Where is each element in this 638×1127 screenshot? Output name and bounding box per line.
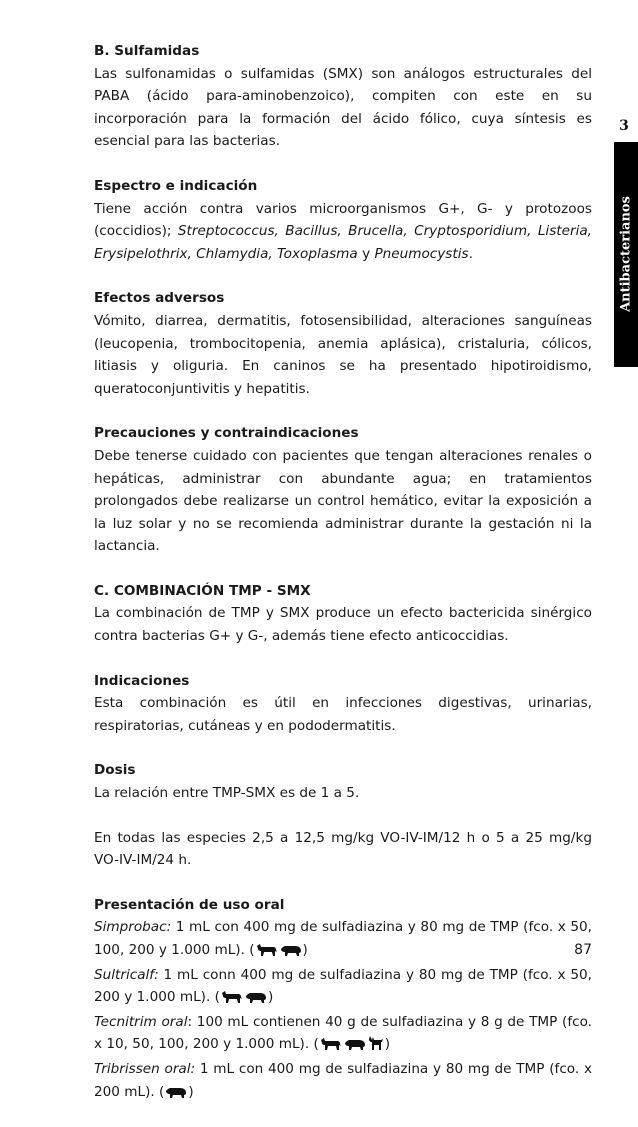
closing-paren: ): [302, 942, 308, 958]
pig-icon: [245, 988, 267, 1011]
section-heading: Dosis: [94, 762, 136, 779]
product-name: Tribrissen oral:: [94, 1060, 196, 1077]
section-heading: Precauciones y contraindicaciones: [94, 425, 359, 442]
cow-icon: [256, 941, 278, 964]
organism-name: Pneumocystis: [374, 245, 469, 262]
section-indicaciones: [94, 670, 592, 738]
section-body: Vómito, diarrea, dermatitis, fotosensibilidad, alteraciones sanguíneas (leucopenia, trombocitopenia, anemia aplásica), cristaluria, cólicos, litiasis y oliguria. En caninos se ha presentado hipotiroidismo, queratoconjuntivitis y hepatitis.: [94, 312, 592, 397]
section-dosis: [94, 759, 592, 804]
section-body: Esta combinación es útil en infecciones digestivas, urinarias, respiratorias, cutáneas y en pododermatitis.: [94, 695, 592, 734]
product-entry: [94, 916, 592, 963]
goat-icon: [368, 1035, 384, 1058]
closing-paren: ): [384, 1036, 391, 1053]
section-precauciones: [94, 422, 592, 558]
chapter-tab-label: Antibacterianos: [618, 196, 634, 312]
section-espectro: [94, 175, 592, 265]
page-number: 87: [574, 942, 592, 958]
product-name: Tecnitrim oral: [94, 1013, 188, 1030]
product-name: Simprobac:: [94, 919, 172, 936]
section-presentacion: [94, 894, 592, 1105]
section-heading: B. Sulfamidas: [94, 43, 200, 59]
chapter-number: 3: [619, 118, 629, 134]
product-list: [94, 916, 592, 1105]
product-entry: [94, 1058, 592, 1105]
product-name: Sultricalf:: [94, 966, 159, 983]
product-entry: [94, 964, 592, 1011]
chapter-tab-bar: [614, 142, 638, 367]
species-icons: [220, 989, 273, 1005]
section-heading: Indicaciones: [94, 672, 190, 689]
pig-icon: [165, 1083, 187, 1106]
section-body: La relación entre TMP-SMX es de 1 a 5.: [94, 785, 360, 802]
product-description: : 100 mL contienen 40 g de sulfadiazina y 8 g de TMP (fco. x 10, 50, 100, 200 y 1.000 mL). (: [94, 1013, 593, 1053]
section-body: [94, 198, 592, 266]
section-dosis-especies: [94, 827, 592, 872]
species-icons: [164, 1084, 193, 1100]
body-text: .: [468, 245, 473, 262]
section-heading: Espectro e indicación: [94, 177, 258, 194]
product-description: 1 mL conn 400 mg de sulfadiazina y 80 mg de TMP (fco. x 50, 200 y 1.000 mL). (: [94, 966, 592, 1006]
section-body: Las sulfonamidas o sulfamidas (SMX) son análogos estructurales del PABA (ácido para-aminobenzoico), compiten con este en su incorporación para la formación del ácido fólico, cuya síntesis es esencial para las bacterias.: [94, 65, 592, 150]
section-body: La combinación de TMP y SMX produce un efecto bactericida sinérgico contra bacterias G+ y G-, además tiene efecto anticoccidias.: [94, 605, 592, 645]
cow-icon: [320, 1035, 342, 1058]
section-heading: C. COMBINACIÓN TMP - SMX: [94, 582, 311, 599]
section-body: Debe tenerse cuidado con pacientes que tengan alteraciones renales o hepáticas, administrar con abundante agua; en tratamientos prolongados debe realizarse un control hemático, evitar la exposición a la luz solar y no se recomienda administrar durante la gestación ni la lactancia.: [94, 447, 592, 555]
pig-icon: [280, 941, 302, 964]
body-text: Tiene acción contra varios microorganismos G+, G- y protozoos (coccidios);: [94, 200, 592, 240]
section-body: En todas las especies 2,5 a 12,5 mg/kg VO-IV-IM/12 h o 5 a 25 mg/kg VO-IV-IM/24 h.: [94, 829, 592, 869]
section-efectos: [94, 287, 592, 400]
body-text: y: [357, 245, 375, 262]
cow-icon: [221, 988, 243, 1011]
section-sulfamidas: [94, 40, 592, 153]
product-entry: [94, 1011, 592, 1058]
product-description: 1 mL con 400 mg de sulfadiazina y 80 mg de TMP (fco. x 200 mL). (: [94, 1060, 592, 1100]
closing-paren: ): [267, 989, 274, 1006]
section-heading: Efectos adversos: [94, 290, 225, 307]
species-icons: [255, 942, 308, 958]
section-heading: Presentación de uso oral: [94, 896, 285, 913]
pig-icon: [344, 1035, 366, 1058]
organism-list: Streptococcus, Bacillus, Brucella, Cryptosporidium, Listeria, Erysipelothrix, Chlamydia, Toxoplasma: [94, 223, 592, 262]
species-icons: [319, 1036, 390, 1052]
closing-paren: ): [188, 1083, 194, 1100]
page-content: [94, 40, 592, 1127]
product-description: 1 mL con 400 mg de sulfadiazina y 80 mg de TMP (fco. x 50, 100, 200 y 1.000 mL). (: [94, 919, 592, 958]
section-combinacion: [94, 580, 592, 648]
